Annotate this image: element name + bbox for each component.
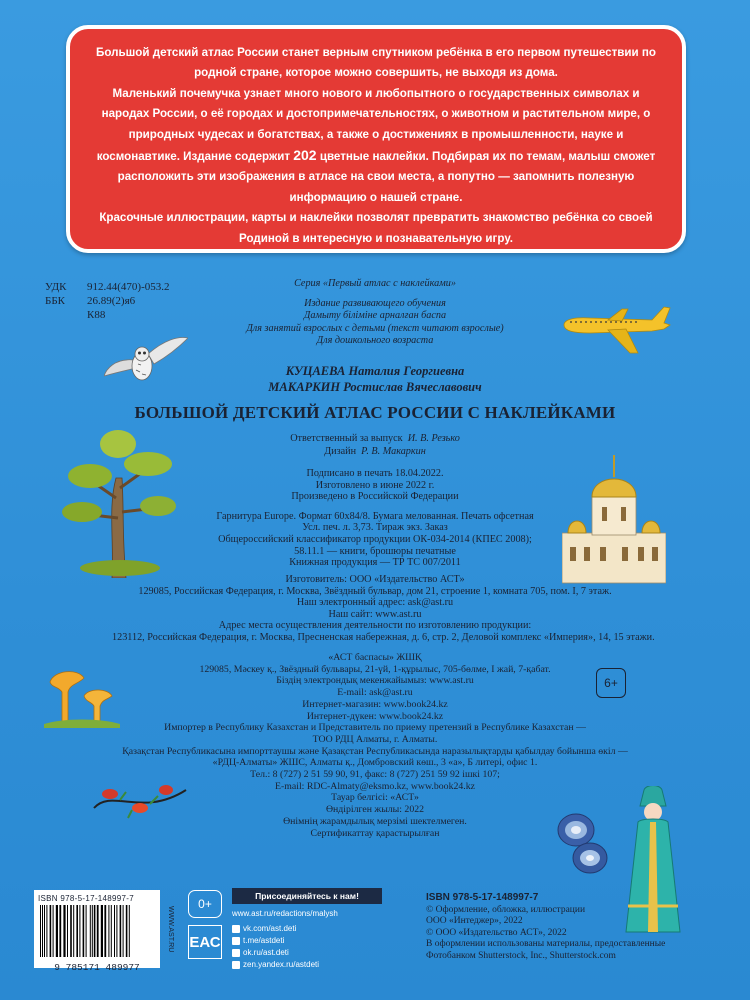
kazakh-line: «АСТ баспасы» ЖШҚ	[328, 652, 422, 663]
barcode-bar	[129, 905, 130, 957]
intro-paragraph-2: Маленький почемучка узнает много нового и любопытного о государственных символах и народах России, о её городах и достопримечательностях, о животном и растительном мире, о природных чудесах и богатствах, а также о достижениях в промышленности, науке и космонавтике. Издание содержит 202 цветные наклейки. Подбирая их по темам, малыш сможет расположить эти изображения в атласе на свои места, а попутно — запомнить полезную информацию о нашей стране.	[96, 86, 656, 204]
copyright-line: © ООО «Издательство АСТ», 2022	[426, 927, 567, 938]
isbn-number: ISBN 978-5-17-148997-7	[426, 892, 539, 903]
credit-name: Р. В. Макаркин	[361, 446, 426, 457]
zen-link[interactable]: zen.yandex.ru/astdeti	[243, 960, 320, 969]
barcode-bar	[116, 905, 117, 957]
barcode-bar	[94, 905, 96, 957]
kazakh-line: Біздің электрондық мекенжайымыз: www.ast.ru	[276, 675, 474, 687]
book-title: БОЛЬШОЙ ДЕТСКИЙ АТЛАС РОССИИ С НАКЛЕЙКАМИ	[134, 403, 616, 422]
kazakh-line: «РДЦ-Алматы» ЖШС, Алматы қ., Домбровский көш., 3 «а», Б литері, офис 1.	[212, 757, 538, 769]
edition-note: Для дошкольного возраста	[316, 335, 434, 347]
kazakh-line: ТОО РДЦ Алматы, г. Алматы.	[312, 733, 438, 745]
barcode-bar	[44, 905, 45, 957]
barcode-bar	[67, 905, 68, 957]
edition-note: Для занятий взрослых с детьми (текст читают взрослые)	[246, 322, 504, 334]
barcode-bar	[56, 905, 58, 957]
kazakh-line: E-mail: RDC-Almaty@eksmo.kz, www.book24.kz	[275, 780, 475, 792]
join-us-banner: Присоединяйтесь к нам!	[232, 888, 382, 904]
credits	[112, 432, 638, 458]
barcode-bar	[46, 905, 47, 957]
barcode-bar	[114, 905, 115, 957]
barcode-bar	[76, 905, 78, 957]
intro-paragraph-3: Красочные иллюстрации, карты и наклейки позволят превратить знакомство ребёнка со своей Родиной в интересную и познавательную игру.	[99, 211, 653, 245]
kazakh-line: Өндірілген жылы: 2022	[325, 804, 425, 816]
manufacturer-line: 123112, Российская Федерация, г. Москва, Пресненская набережная, д. 6, стр. 2, Деловой комплекс «Империя», 14, 15 этажи.	[112, 631, 655, 643]
eac-mark: ЕАС	[188, 925, 222, 959]
intro-paragraph-1: Большой детский атлас России станет верным спутником ребёнка в его первом путешествии по родной стране, которое можно совершить, не выходя из дома.	[96, 46, 656, 80]
barcode-bar	[97, 905, 99, 957]
barcode-bar	[40, 905, 41, 957]
barcode-side-text: WWW.AST.RU	[167, 905, 174, 953]
age-rating-small: 0+	[188, 890, 222, 918]
description-box	[66, 25, 686, 253]
udk-value: 912.44(470)-053.2	[87, 281, 170, 293]
vk-icon	[232, 925, 240, 933]
telegram-link[interactable]: t.me/astdeti	[243, 936, 285, 945]
barcode-bar	[101, 905, 103, 957]
imprint-line: Подписано в печать 18.04.2022.	[306, 468, 444, 479]
edition-notes	[112, 298, 638, 348]
barcode	[34, 890, 160, 973]
zen-icon	[232, 961, 240, 969]
credit-name: И. В. Резько	[407, 433, 460, 444]
barcode-bar	[90, 905, 91, 957]
author-name: КУЦАЕВА Наталия Георгиевна	[285, 364, 465, 378]
series-line: Серия «Первый атлас с наклейками»	[294, 278, 456, 289]
barcode-bar	[111, 905, 112, 957]
manufacturer-line: Адрес места осуществления деятельности по изготовлению продукции:	[218, 620, 532, 632]
barcode-bar	[92, 905, 93, 957]
barcode-bar	[73, 905, 74, 957]
manufacturer-block	[112, 574, 655, 644]
imprint-line: Книжная продукция — ТР ТС 007/2011	[289, 557, 461, 569]
manufacturer-line: Изготовитель: ООО «Издательство АСТ»	[285, 574, 465, 585]
imprint-line: 58.11.1 — книги, брошюры печатные	[294, 545, 456, 557]
kazakh-block	[112, 652, 638, 839]
barcode-bar	[86, 905, 87, 957]
barcode-bar	[50, 905, 52, 957]
imprint-line: Гарнитура Europe. Формат 60x84/8. Бумага мелованная. Печать офсетная	[216, 510, 534, 522]
kazakh-line: Импортер в Республику Казахстан и Представитель по приему претензий в Республике Казахстан —	[164, 722, 586, 734]
barcode-isbn: ISBN 978-5-17-148997-7	[38, 894, 134, 903]
sticker-count: 202	[293, 147, 317, 164]
credit-role: Дизайн	[324, 446, 357, 457]
kazakh-line: Қазақстан Республикасына импорттаушы және Қазақстан Республикасында наразылықтарды қабылдау бойынша өкіл —	[122, 745, 628, 757]
imprint-line: Усл. печ. л. 3,73. Тираж экз. Заказ	[302, 522, 448, 534]
kazakh-line: Тел.: 8 (727) 2 51 59 90, 91, факс: 8 (727) 251 59 92 ішкі 107;	[250, 769, 500, 781]
kazakh-line: 129085, Мәскеу қ., Звёздный бульвары, 21-үй, 1-құрылыс, 705-бөлме, I жай, 7-қабат.	[199, 663, 551, 675]
chanterelle-mushrooms-illustration	[44, 662, 120, 728]
edition-note: Издание развивающего обучения	[304, 298, 446, 309]
imprint-line: Изготовлено в июне 2022 г.	[315, 479, 435, 491]
imprint-block	[112, 468, 638, 569]
kazakh-line: E-mail: ask@ast.ru	[337, 687, 413, 699]
copyright-line: ООО «Интеджер», 2022	[426, 916, 523, 927]
barcode-bar	[53, 905, 54, 957]
barcode-digits: 9 785171 489977	[54, 962, 140, 973]
barcode-bars	[38, 905, 156, 957]
author-mark: К88	[87, 309, 106, 321]
website-link[interactable]: www.ast.ru/redactions/malysh	[232, 909, 338, 918]
barcode-bar	[63, 905, 65, 957]
barcode-bar	[42, 905, 43, 957]
barcode-bar	[108, 905, 109, 957]
barcode-bar	[123, 905, 124, 957]
copyright-line: Фотобанком Shutterstock, Inc., Shutterstock.com	[426, 950, 616, 961]
authors	[112, 363, 638, 395]
barcode-bar	[126, 905, 128, 957]
age-rating-badge: 6+	[596, 668, 626, 698]
kazakh-line: Интернет-дүкен: www.book24.kz	[306, 710, 444, 722]
copyright-block	[426, 892, 665, 963]
barcode-bar	[79, 905, 80, 957]
udk-label: УДК	[45, 281, 67, 293]
vk-link[interactable]: vk.com/ast.deti	[243, 924, 297, 933]
barcode-bar	[83, 905, 85, 957]
imprint-line: Общероссийский классификатор продукции ОК-034-2014 (КПЕС 2008);	[218, 533, 532, 545]
kazakh-line: Өнімнің жарамдылық мерзімі шектелмеген.	[283, 815, 467, 827]
telegram-icon	[232, 937, 240, 945]
manufacturer-line: Наш сайт: www.ast.ru	[328, 608, 422, 620]
barcode-bar	[59, 905, 61, 957]
bbk-label: ББК	[45, 295, 65, 307]
manufacturer-line: Наш электронный адрес: ask@ast.ru	[296, 597, 454, 609]
kazakh-line: Сертификаттау қарастырылған	[310, 827, 440, 839]
bbk-value: 26.89(2)я6	[87, 295, 136, 307]
copyright-line: В оформлении использованы материалы, предоставленные	[426, 939, 666, 950]
edition-note: Дамыту біліміне арналған баспа	[303, 310, 447, 322]
kazakh-line: Тауар белгісі: «АСТ»	[331, 792, 419, 804]
barcode-bar	[104, 905, 106, 957]
barcode-bar	[70, 905, 72, 957]
author-name: МАКАРКИН Ростислав Вячеславович	[268, 380, 482, 394]
ok-link[interactable]: ok.ru/ast.deti	[243, 948, 289, 957]
manufacturer-line: 129085, Российская Федерация, г. Москва, Звёздный бульвар, дом 21, строение 1, комната 705, пом. I, 7 этаж.	[138, 585, 612, 597]
copyright-line: © Оформление, обложка, иллюстрации	[426, 904, 586, 915]
imprint-line: Произведено в Российской Федерации	[291, 491, 459, 503]
social-links	[232, 908, 338, 971]
kazakh-line: Интернет-магазин: www.book24.kz	[302, 698, 448, 710]
credit-role: Ответственный за выпуск	[290, 433, 403, 444]
barcode-bar	[120, 905, 122, 957]
ok-icon	[232, 949, 240, 957]
